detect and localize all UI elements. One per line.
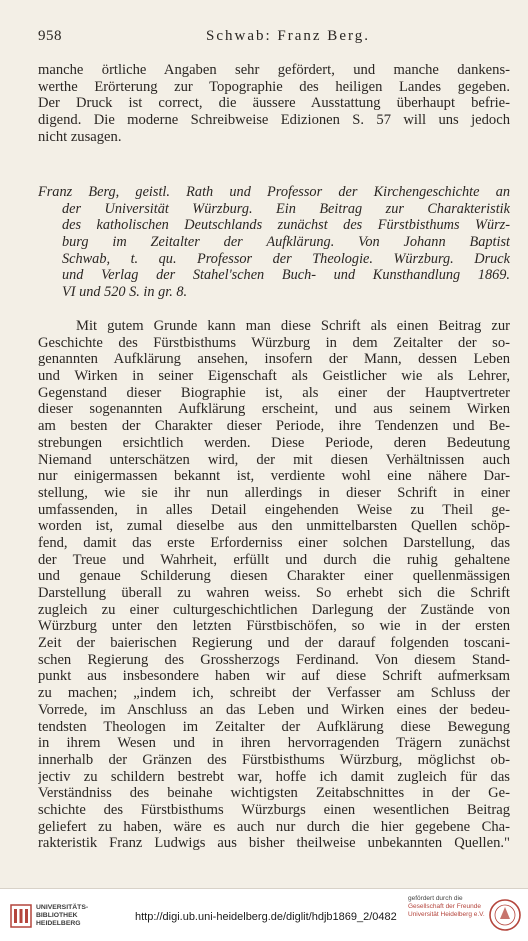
text-line: innerhalb der Gränzen des Fürstbisthums Würzburg, möglichst ob- <box>38 751 510 768</box>
text-line: Verständniss des beinahe wichtigsten Zeitabschnittes in der Ge- <box>38 785 510 802</box>
text-line: stellung, wie sie ihr nun allerdings in dieser Schrift in einer <box>38 484 510 501</box>
text-line: werthe Erörterung zur Topographie des heiligen Landes gegeben. <box>38 78 510 95</box>
text-line: nicht zusagen. <box>38 128 122 145</box>
text-line: in ihrem Wesen und in ihren hervorragenden Trägern zunächst <box>38 735 510 752</box>
text-line: zu machen; „indem ich, schreibt der Verfasser am Schluss der <box>38 685 510 702</box>
text-line: schen Regierung des Grossherzogs Ferdinand. Von diesem Stand- <box>38 651 510 668</box>
text-line: dieser sogenannten Aufklärung erscheint, und aus seinem Wirken <box>38 401 510 418</box>
text-line: Darstellung überall zu wahren weiss. So erhebt sich die Schrift <box>38 585 510 601</box>
citation-line: Schwab, t. qu. Professor der Theologie. Würzburg. Druck <box>62 250 510 267</box>
text-line: worden ist, zumal dieselbe aus den unmittelbarsten Quellen schöp- <box>38 518 510 535</box>
text-line: der Treue und Wahrheit, erfüllt und durch die ruhig gehaltene <box>38 551 510 568</box>
funding-note: gefördert durch die Gesellschaft der Freunde Universität Heidelberg e.V. <box>408 895 485 918</box>
book-citation <box>38 184 510 301</box>
text-line: am besten der Charakter dieser Periode, ihre Tendenzen und Be- <box>38 418 510 435</box>
text-line: nur einigermassen bekannt ist, verdiente wohl eine nähere Dar- <box>38 468 510 485</box>
page-number: 958 <box>38 28 62 44</box>
text-line: Vorrede, im Anschluss an das Leben und Wirken eines der bedeu- <box>38 701 510 718</box>
text-line: fend, damit das erste Erforderniss einer solchen Darstellung, das <box>38 534 510 551</box>
text-line: digend. Die moderne Schreibweise Edizionen S. 57 will uns jedoch <box>38 112 510 129</box>
page-header <box>38 28 504 48</box>
citation-line: VI und 520 S. in gr. 8. <box>62 284 188 301</box>
text-line: genannten Aufklärung ansehen, insofern der Mann, dessen Leben <box>38 351 510 368</box>
citation-line: burg im Zeitalter der Aufklärung. Von Johann Baptist <box>62 234 510 251</box>
text-line: und genaue Schilderung diesen Charakter einer quellenmässigen <box>38 568 510 585</box>
library-logo[interactable] <box>10 903 120 933</box>
library-crest-icon <box>10 903 32 929</box>
text-line: und Wirken in seiner Eigenschaft als Geistlicher wie als Lehrer, <box>38 368 510 385</box>
text-line: Würzburg unter den letzten Fürstbischöfen, so wie in der ersten <box>38 618 510 635</box>
citation-line: der Universität Würzburg. Ein Beitrag zur Charakteristik <box>62 200 510 217</box>
text-line: punkt aus insbesondere haben wir auf diese Schrift aufmerksam <box>38 668 510 685</box>
text-line: jectiv zu schildern bestrebt war, hoffe ich damit zugleich für das <box>38 768 510 785</box>
text-line: geliefert zu haben, wäre es auch nur durch die hier gegebene Cha- <box>38 818 510 835</box>
text-line: rakteristik Franz Ludwigs aus bisher theilweise unbekannten Quellen." <box>38 835 510 852</box>
text-line: Mit gutem Grunde kann man diese Schrift als einen Beitrag zur <box>76 318 510 334</box>
intro-paragraph <box>38 62 510 145</box>
text-line: tendsten Theologen im Zeitalter der Aufklärung diese Bewegung <box>38 718 510 735</box>
permalink[interactable]: http://digi.ub.uni-heidelberg.de/diglit/hdjb1869_2/0482 <box>135 911 397 923</box>
library-name: UNIVERSITÄTS- BIBLIOTHEK HEIDELBERG <box>36 904 89 927</box>
text-line: Der Druck ist correct, die äussere Ausstattung überhaupt befrie- <box>38 95 510 112</box>
running-head: Schwab: Franz Berg. <box>206 28 370 44</box>
text-line: Gegenstand dieser Biographie ist, als einer der Hauptvertreter <box>38 384 510 401</box>
text-line: strebungen ersichtlich werden. Diese Periode, deren Bedeutung <box>38 434 510 451</box>
university-seal-icon <box>488 895 522 935</box>
text-line: Geschichte des Fürstbisthums Würzburg in dem Zeitalter der so- <box>38 334 510 351</box>
text-line: schichte des Fürstbisthums Würzburgs einen wesentlichen Beitrag <box>38 801 510 818</box>
text-line: Zeit der baierischen Regierung und der darauf folgenden toscani- <box>38 635 510 652</box>
text-line: manche örtliche Angaben sehr gefördert, und manche dankens- <box>38 62 510 78</box>
digitization-footer <box>0 888 528 941</box>
text-line: zugleich zu einer culturgeschichtlichen Darlegung der Zustände von <box>38 601 510 618</box>
text-line: umfassenden, in alles Detail eingehenden Weise zu Theil ge- <box>38 501 510 518</box>
citation-line: Franz Berg, geistl. Rath und Professor der Kirchengeschichte an <box>38 184 510 200</box>
review-body <box>38 318 510 852</box>
text-line: Niemand unterschätzen wird, der mit diesen Verhältnissen auch <box>38 451 510 468</box>
citation-line: des katholischen Deutschlands zunächst des Fürstbisthums Würz- <box>62 217 510 234</box>
citation-line: und Verlag der Stahel'schen Buch- und Kunsthandlung 1869. <box>62 267 510 284</box>
